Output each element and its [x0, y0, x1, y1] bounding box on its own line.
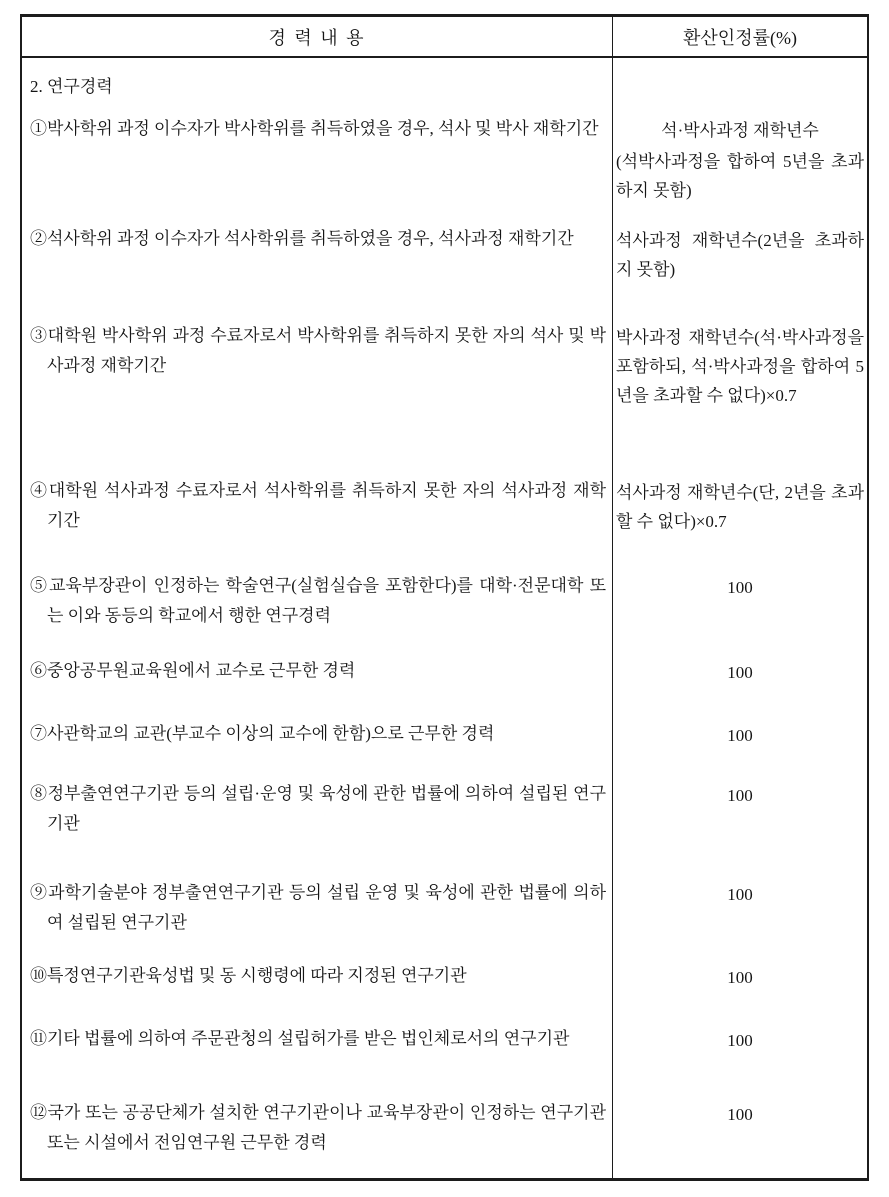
table-row [22, 872, 867, 955]
table-body [22, 58, 867, 1178]
section-row [22, 58, 867, 108]
rate-value: 100 [727, 786, 753, 805]
career-item-text: ⑤교육부장관이 인정하는 학술연구(실험실습을 포함한다)를 대학·전문대학 또는 이와 동등의 학교에서 행한 연구경력 [30, 576, 606, 625]
career-item-text: ⑦사관학교의 교관(부교수 이상의 교수에 한함)으로 근무한 경력 [30, 724, 495, 743]
career-item-text: ④대학원 석사과정 수료자로서 석사학위를 취득하지 못한 자의 석사과정 재학기간 [30, 481, 606, 530]
table-row [22, 773, 867, 872]
rate-text: 박사과정 재학년수(석·박사과정을 포함하되, 석·박사과정을 합하여 5년을 초과할 수 없다)×0.7 [616, 328, 864, 405]
career-item-text: ⑪기타 법률에 의하여 주문관청의 설립허가를 받은 법인체로서의 연구기관 [30, 1029, 570, 1048]
rate-note: (석박사과정을 합하여 5년을 초과하지 못함) [616, 152, 864, 200]
career-item-text: ②석사학위 과정 이수자가 석사학위를 취득하였을 경우, 석사과정 재학기간 [30, 229, 574, 248]
rate-value: 100 [727, 578, 753, 597]
career-content-header: 경 력 내 용 [22, 17, 613, 56]
table-row [22, 108, 867, 218]
rate-value: 100 [727, 885, 753, 904]
career-item-text: ①박사학위 과정 이수자가 박사학위를 취득하였을 경우, 석사 및 박사 재학기간 [30, 119, 599, 138]
section-title: 2. 연구경력 [30, 77, 113, 96]
rate-text: 석사과정 재학년수(2년을 초과하지 못함) [616, 231, 864, 279]
rate-value: 100 [727, 726, 753, 745]
career-item-text: ⑧정부출연연구기관 등의 설립·운영 및 육성에 관한 법률에 의하여 설립된 연구기관 [30, 784, 606, 833]
table-row [22, 315, 867, 470]
table-row [22, 470, 867, 565]
table-row [22, 565, 867, 650]
table-row [22, 955, 867, 1018]
career-item-text: ⑨과학기술분야 정부출연연구기관 등의 설립 운영 및 육성에 관한 법률에 의하여 설립된 연구기관 [30, 883, 606, 932]
career-item-text: ⑩특정연구기관육성법 및 동 시행령에 따라 지정된 연구기관 [30, 966, 467, 985]
rate-text: 석사과정 재학년수(단, 2년을 초과할 수 없다)×0.7 [616, 483, 864, 531]
career-item-text: ⑥중앙공무원교육원에서 교수로 근무한 경력 [30, 661, 356, 680]
rate-title: 석·박사과정 재학년수 [661, 121, 819, 140]
table-row [22, 713, 867, 773]
table-row [22, 218, 867, 315]
table-row [22, 650, 867, 713]
table-row [22, 1018, 867, 1092]
career-table [20, 14, 869, 1181]
rate-value: 100 [727, 968, 753, 987]
rate-value: 100 [727, 1031, 753, 1050]
table-row [22, 1092, 867, 1178]
conversion-rate-header: 환산인정률(%) [683, 27, 797, 48]
career-item-text: ③대학원 박사학위 과정 수료자로서 박사학위를 취득하지 못한 자의 석사 및 박사과정 재학기간 [30, 326, 606, 375]
rate-value: 100 [727, 1105, 753, 1124]
rate-value: 100 [727, 663, 753, 682]
table-header-row [22, 17, 867, 58]
career-item-text: ⑫국가 또는 공공단체가 설치한 연구기관이나 교육부장관이 인정하는 연구기관 또는 시설에서 전임연구원 근무한 경력 [30, 1103, 606, 1152]
